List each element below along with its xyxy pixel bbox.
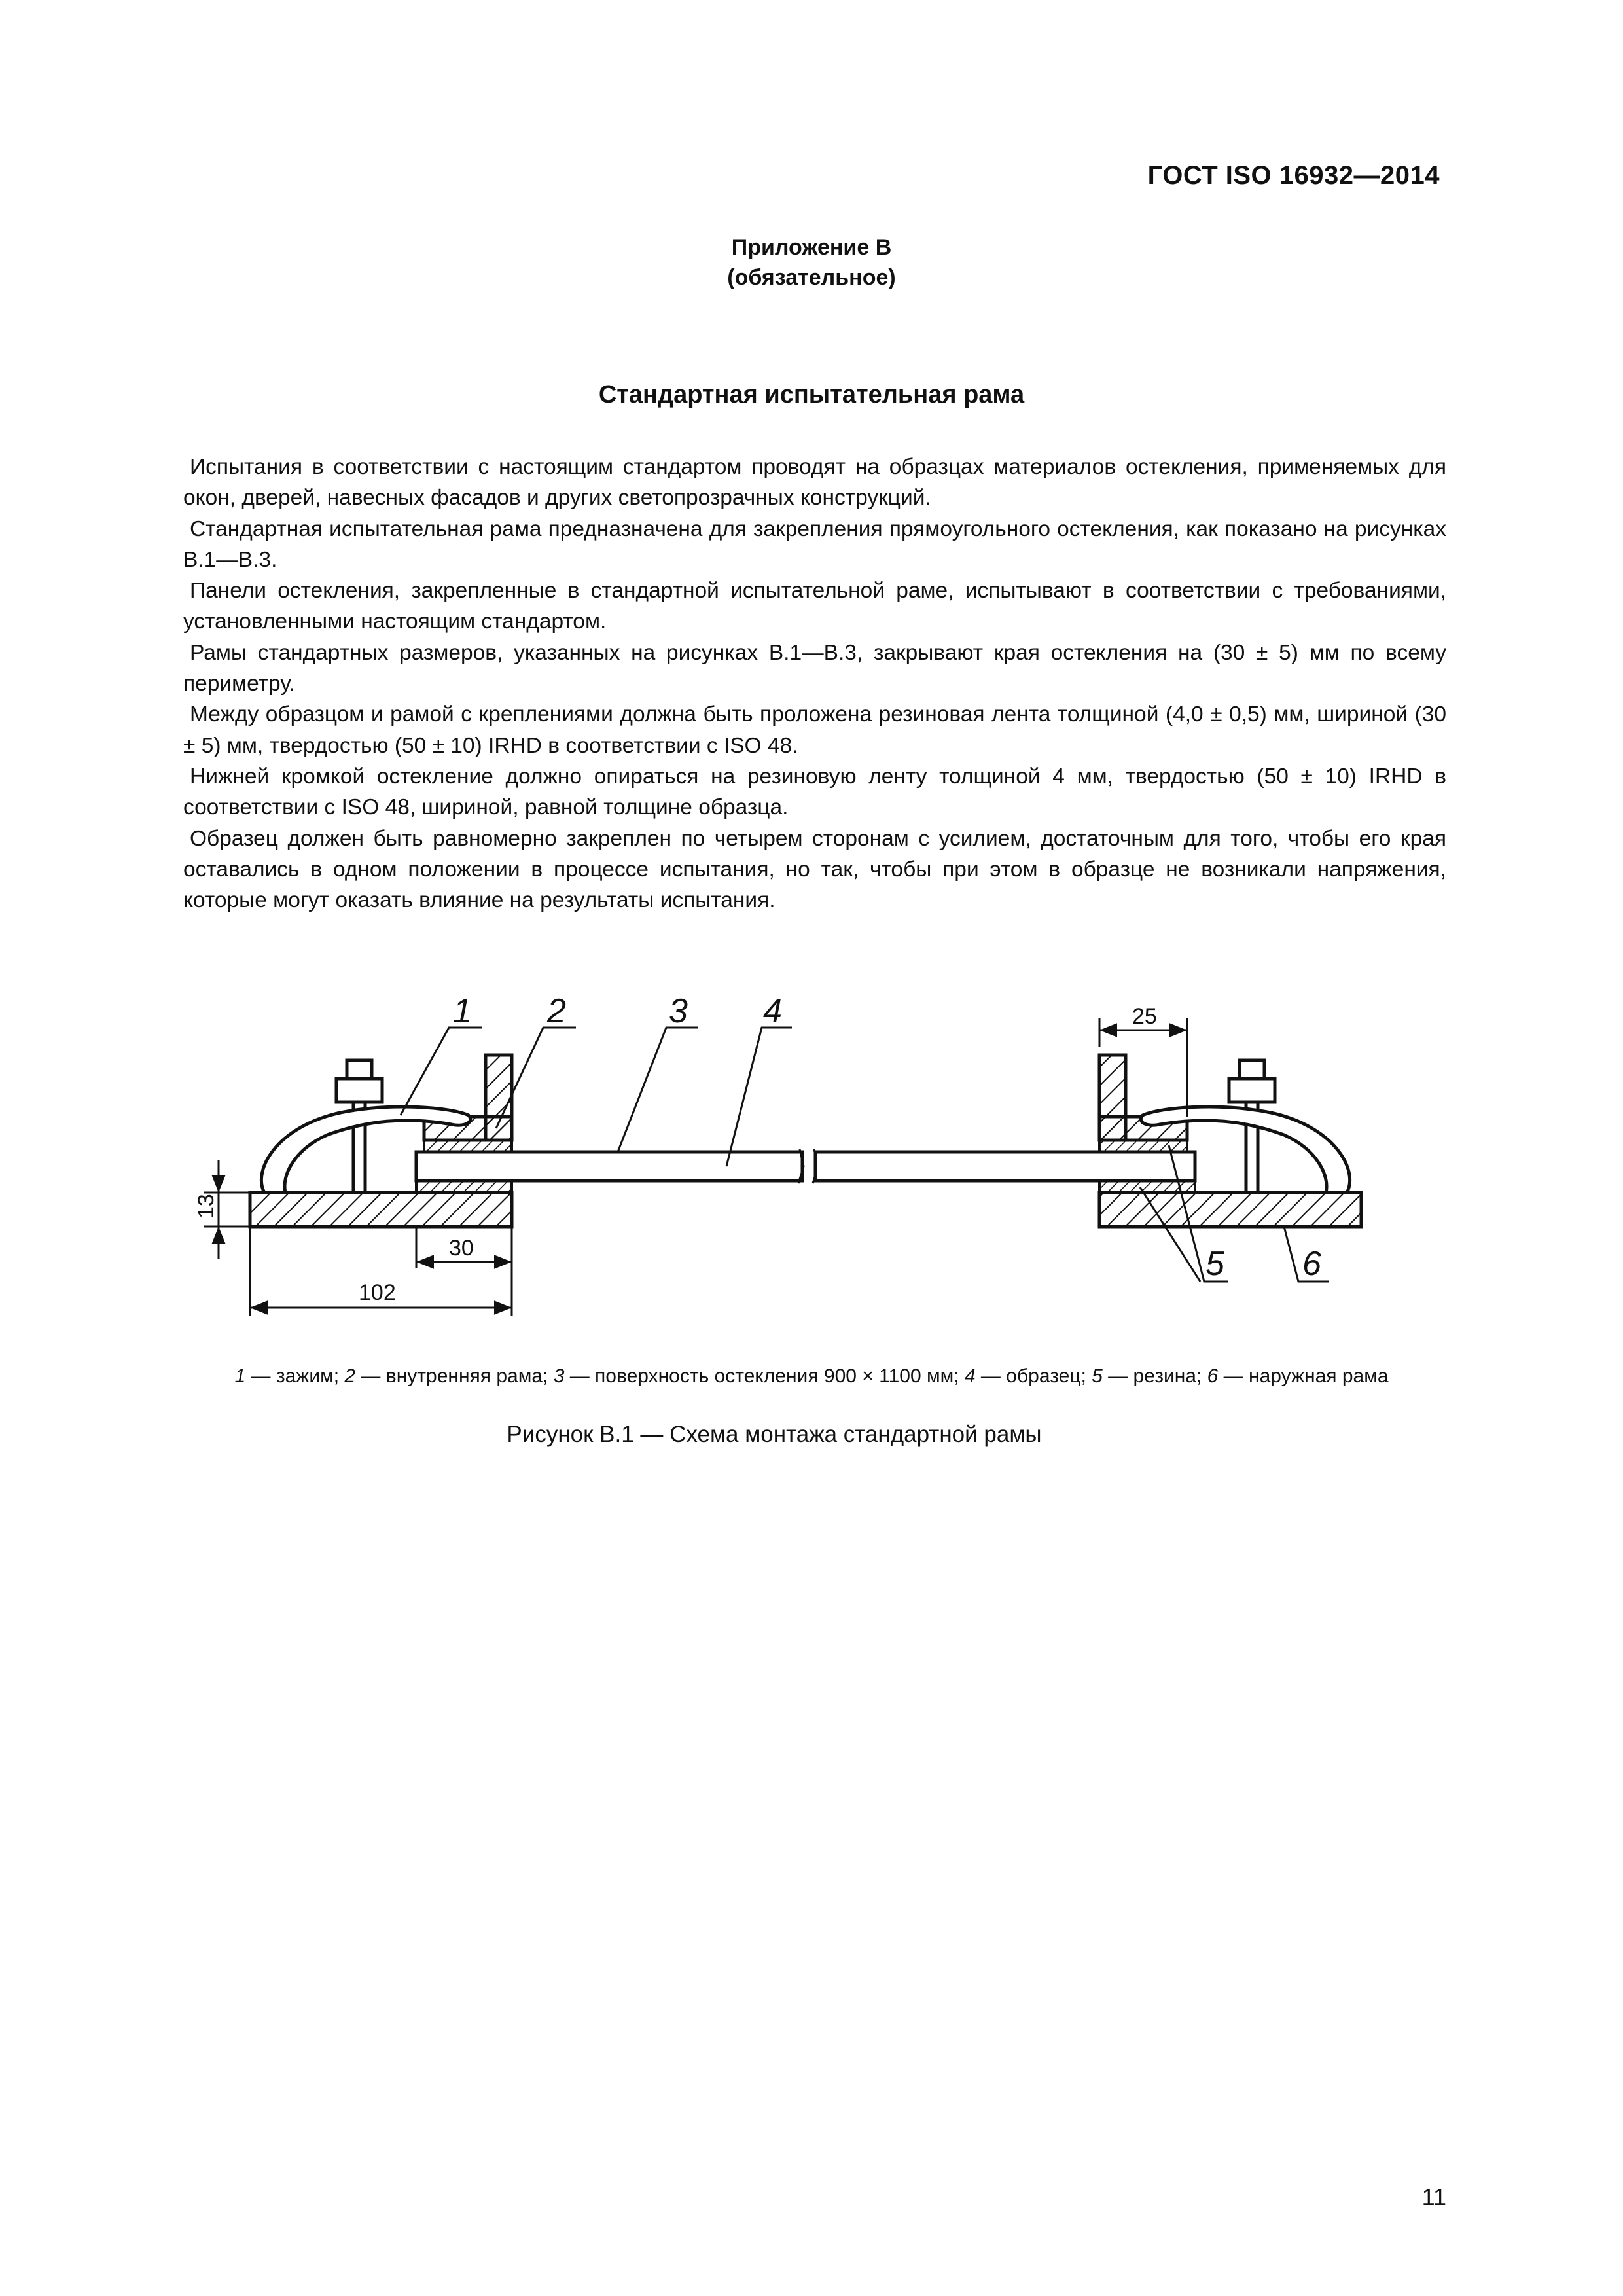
outer-frame-right: [1099, 1193, 1361, 1227]
dimension-13: 13: [194, 1194, 219, 1219]
specimen-right: [815, 1152, 1195, 1181]
right-frame-assembly: [815, 1055, 1361, 1227]
outer-frame-left: [250, 1193, 512, 1227]
legend-text: — наружная рама: [1218, 1365, 1389, 1387]
annex-title: Приложение В: [731, 235, 892, 260]
legend-num: 2: [344, 1365, 356, 1387]
dimension-30: 30: [449, 1236, 474, 1261]
rubber-strip: [1099, 1140, 1187, 1152]
paragraph: Стандартная испытательная рама предназначена для закрепления прямоугольного остекления, как показано на рисунках В.1—В.3.: [183, 516, 1446, 572]
figure-legend: [98, 1365, 1525, 1388]
legend-text: — резина;: [1102, 1365, 1207, 1387]
legend-text: — поверхность остекления 900 × 1100 мм;: [564, 1365, 965, 1387]
inner-frame-leg-left: [486, 1055, 512, 1140]
legend-text: — внутренняя рама;: [355, 1365, 554, 1387]
legend-num: 1: [234, 1365, 246, 1387]
paragraph: Образец должен быть равномерно закреплен по четырем сторонам с усилием, достаточным для того, чтобы его края оставались в одном положении в процессе испытания, но так, чтобы при этом в образце не возникали напряжения, которые могут оказать влияние на результаты испытания.: [183, 826, 1446, 913]
label-1: 1: [453, 992, 472, 1030]
label-4: 4: [763, 992, 782, 1030]
legend-num: 4: [964, 1365, 976, 1387]
paragraph: Между образцом и рамой с креплениями должна быть проложена резиновая лента толщиной (4,0 ± 0,5) мм, шириной (30 ± 5) мм, твердостью (50 ± 10) IRHD в соответствии с ISO 48.: [183, 702, 1446, 758]
nut: [336, 1079, 382, 1102]
label-6: 6: [1302, 1245, 1321, 1283]
dimension-25: 25: [1132, 1004, 1157, 1029]
specimen-left: [416, 1152, 802, 1181]
figure-caption: Рисунок В.1 — Схема монтажа стандартной рамы: [507, 1422, 1042, 1447]
legend-text: — зажим;: [245, 1365, 345, 1387]
page-number: 11: [1421, 2183, 1446, 2210]
label-5: 5: [1205, 1245, 1224, 1283]
dimension-102: 102: [359, 1280, 396, 1305]
label-2: 2: [547, 992, 566, 1030]
rubber-strip: [416, 1181, 512, 1193]
annex-status: (обязательное): [727, 265, 896, 290]
paragraph: Рамы стандартных размеров, указанных на рисунках В.1—В.3, закрывают края остекления на (30 ± 5) мм по всему периметру.: [183, 640, 1446, 696]
nut-top: [347, 1060, 372, 1079]
legend-num: 5: [1092, 1365, 1103, 1387]
legend-text: — образец;: [975, 1365, 1092, 1387]
nut: [1229, 1079, 1275, 1102]
left-frame-assembly: [250, 1055, 802, 1227]
label-3: 3: [669, 992, 688, 1030]
legend-num: 6: [1207, 1365, 1219, 1387]
rubber-strip: [424, 1140, 512, 1152]
section-title: Стандартная испытательная рама: [598, 381, 1025, 408]
nut-top: [1240, 1060, 1264, 1079]
inner-frame-leg-right: [1099, 1055, 1126, 1140]
document-code: ГОСТ ISO 16932—2014: [1147, 161, 1440, 190]
paragraph: Испытания в соответствии с настоящим стандартом проводят на образцах материалов остекления, применяемых для окон, дверей, навесных фасадов и других светопрозрачных конструкций.: [183, 455, 1446, 511]
paragraph: Панели остекления, закрепленные в стандартной испытательной раме, испытывают в соответствии с требованиями, установленными настоящим стандартом.: [183, 579, 1446, 634]
legend-num: 3: [553, 1365, 565, 1387]
paragraph: Нижней кромкой остекление должно опираться на резиновую ленту толщиной 4 мм, твердостью (50 ± 10) IRHD в соответствии с ISO 48, шириной, равной толщине образца.: [183, 764, 1446, 820]
